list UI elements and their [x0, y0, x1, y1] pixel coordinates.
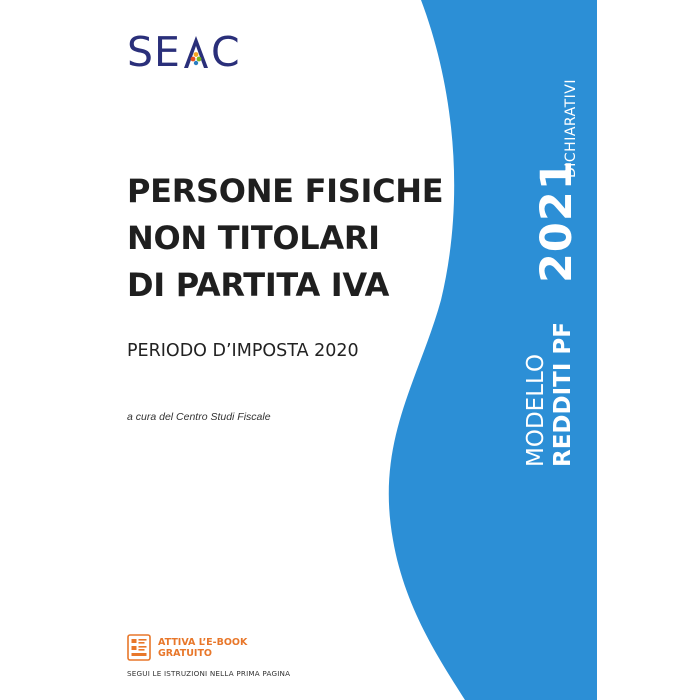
logo-text-right: C: [210, 28, 241, 76]
curator-credit: a cura del Centro Studi Fiscale: [127, 411, 271, 423]
book-title: [127, 168, 467, 309]
title-line-3: DI PARTITA IVA: [127, 266, 390, 304]
logo-text-left: SE: [127, 28, 181, 76]
logo-a-icon: [182, 34, 210, 70]
title-line-2: NON TITOLARI: [127, 219, 380, 257]
ebook-badge: [127, 634, 247, 661]
ebook-icon: [127, 634, 151, 661]
side-label-modello: MODELLO: [523, 353, 549, 467]
title-line-1: PERSONE FISICHE: [127, 172, 444, 210]
seac-logo: [127, 28, 241, 76]
side-label-year: 2021: [532, 159, 582, 283]
ebook-label-line-2: GRATUITO: [158, 647, 213, 659]
ebook-label: [158, 637, 247, 659]
tax-period: PERIODO D’IMPOSTA 2020: [127, 341, 359, 361]
ebook-instructions: SEGUI LE ISTRUZIONI NELLA PRIMA PAGINA: [127, 669, 291, 678]
ebook-label-line-1: ATTIVA L’E-BOOK: [158, 636, 248, 648]
book-cover: [103, 0, 597, 700]
side-label-dichiarativi: DICHIARATIVI: [563, 79, 579, 178]
side-label-redditi: REDDITI PF: [550, 322, 576, 467]
